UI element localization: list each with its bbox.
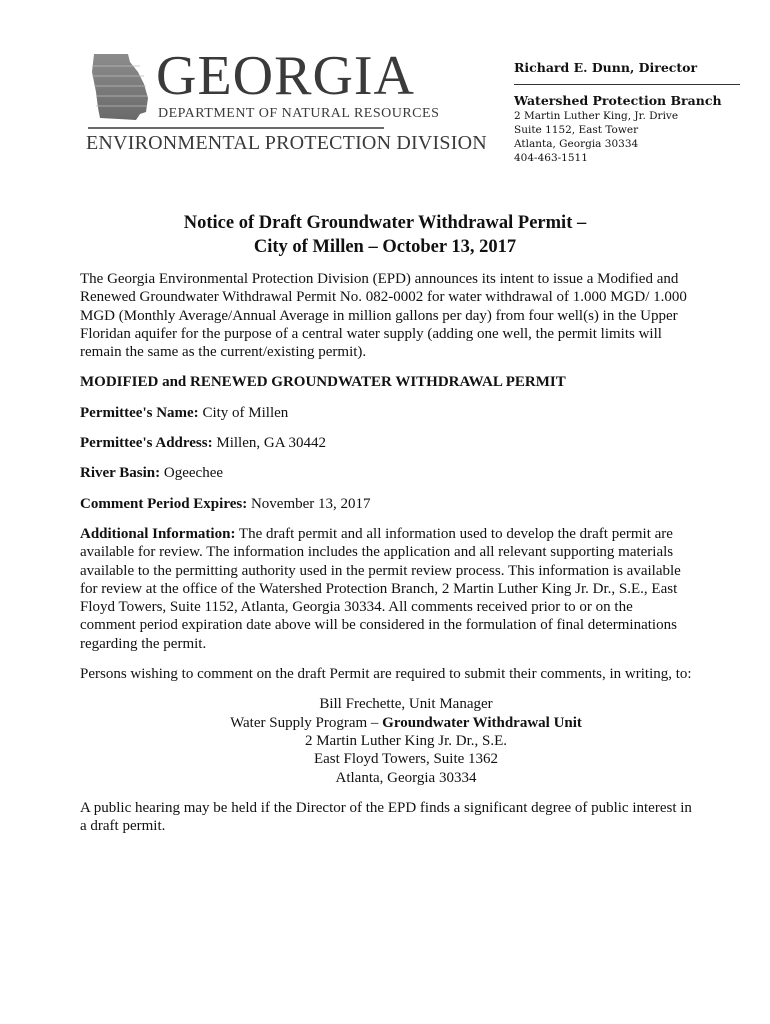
comment-instructions: Persons wishing to comment on the draft Permit are required to submit their comments, in writing, to: (80, 666, 692, 683)
permittee-address-field (80, 434, 692, 452)
permittee-address-value: Millen, GA 30442 (212, 435, 326, 452)
notice-title (0, 211, 770, 259)
mailing-address (80, 695, 692, 786)
georgia-dnr-logo (86, 45, 487, 158)
notice-body (80, 270, 692, 847)
address-city: Atlanta, Georgia 30334 (335, 769, 477, 786)
address-building: East Floyd Towers, Suite 1362 (313, 751, 499, 768)
permittee-name-label: Permittee's Name: (80, 404, 199, 421)
address-program-prefix: Water Supply Program – (230, 714, 383, 731)
permittee-name-value: City of Millen (198, 404, 289, 421)
contact-address-line: Suite 1152, East Tower (514, 124, 639, 136)
river-basin-label: River Basin: (80, 465, 161, 482)
contact-address-line: 2 Martin Luther King, Jr. Drive (514, 110, 679, 122)
additional-info-value: The draft permit and all information used to develop the draft permit are available for review. The information includes the application and all relevant supporting materials available to the permitting authority used in the permit review process. This information is available for review at the office of the Watershed Protection Branch, 2 Martin Luther King Jr. Dr., S.E., East Floyd Towers, Suite 1152, Atlanta, Georgia 30334. All comments received prior to or on the comment period expiration date above will be considered in the formulation of final determinations regarding the permit. (80, 525, 681, 652)
branch-name: Watershed Protection Branch (514, 93, 722, 108)
address-street: 2 Martin Luther King Jr. Dr., S.E. (304, 732, 508, 749)
logo-divider (88, 127, 384, 129)
logo-division-name: ENVIRONMENTAL PROTECTION DIVISION (86, 132, 487, 154)
section-heading: MODIFIED and RENEWED GROUNDWATER WITHDRAWAL PERMIT (80, 374, 566, 391)
additional-info-paragraph (80, 525, 692, 653)
river-basin-value: Ogeechee (160, 465, 224, 482)
comment-period-label: Comment Period Expires: (80, 495, 248, 512)
logo-georgia-wordmark: GEORGIA (156, 45, 415, 107)
georgia-state-map-icon (88, 52, 150, 122)
notice-title-line1: Notice of Draft Groundwater Withdrawal Permit – (183, 213, 587, 233)
additional-info-label: Additional Information: (80, 525, 236, 542)
intro-paragraph: The Georgia Environmental Protection Division (EPD) announces its intent to issue a Modified and Renewed Groundwater Withdrawal Permit No. 082-0002 for water withdrawal of 1.000 MGD/ 1.000 MGD (Monthly Average/Annual Average in million gallons per day) from four well(s) in the Upper Floridan aquifer for the purpose of a central water supply (adding one well, the permit limits will remain the same as the current/existing permit). (80, 271, 687, 361)
permittee-address-label: Permittee's Address: (80, 435, 213, 452)
director-name: Richard E. Dunn, Director (514, 60, 740, 85)
address-program-unit: Groundwater Withdrawal Unit (382, 714, 582, 731)
letterhead-contact (514, 60, 740, 165)
notice-title-line2: City of Millen – October 13, 2017 (253, 237, 517, 257)
comment-period-field (80, 495, 692, 513)
address-program (120, 714, 692, 732)
contact-address-line: Atlanta, Georgia 30334 (514, 138, 639, 150)
comment-period-value: November 13, 2017 (247, 495, 371, 512)
river-basin-field (80, 464, 692, 482)
address-recipient: Bill Frechette, Unit Manager (319, 696, 493, 713)
permittee-name-field (80, 404, 692, 422)
contact-phone: 404-463-1511 (514, 152, 588, 164)
closing-paragraph: A public hearing may be held if the Director of the EPD finds a significant degree of public interest in a draft permit. (80, 799, 692, 835)
logo-department-name: DEPARTMENT OF NATURAL RESOURCES (158, 106, 440, 121)
